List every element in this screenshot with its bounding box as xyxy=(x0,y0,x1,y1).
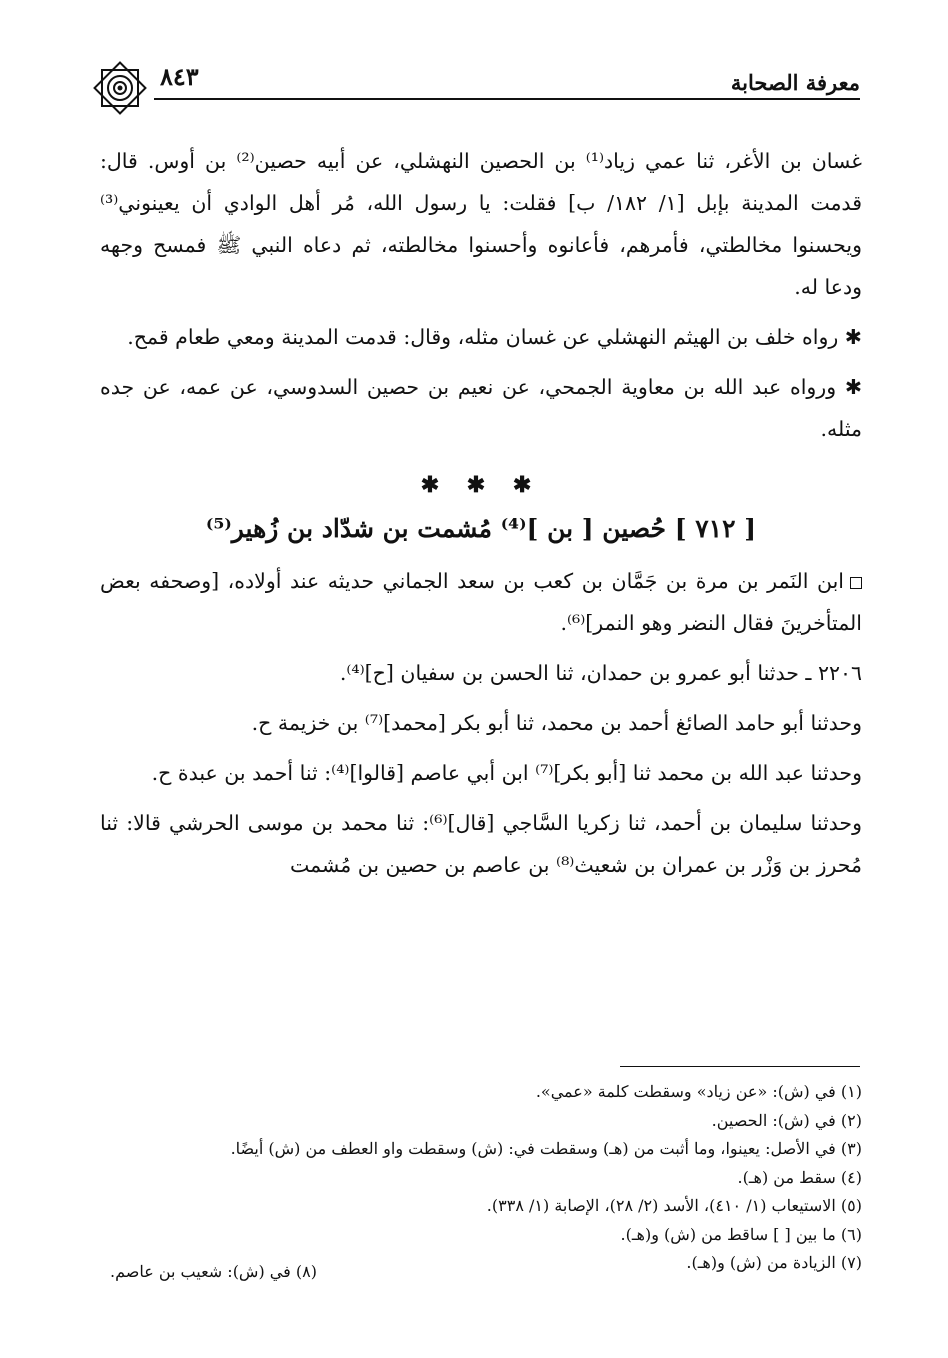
header-rule xyxy=(154,98,860,100)
square-marker-icon xyxy=(850,577,862,589)
paragraph: ✱ ورواه عبد الله بن معاوية الجمحي، عن نعيم بن حصين السدوسي، عن عمه، عن جده مثله. xyxy=(100,375,862,441)
footnote: (٨) في (ش): شعيب بن عاصم. xyxy=(110,1262,317,1281)
ornament-icon xyxy=(90,58,150,118)
hadith-chain: ٢٢٠٦ ـ حدثنا أبو عمرو بن حمدان، ثنا الحسن بن سفيان [ح]⁽⁴⁾. xyxy=(339,661,862,685)
footnote-separator xyxy=(620,1066,860,1067)
paragraph: ✱ رواه خلف بن الهيثم النهشلي عن غسان مثله، وقال: قدمت المدينة ومعي طعام قمح. xyxy=(127,325,862,349)
footnotes xyxy=(100,1078,862,1278)
section-heading: [ ٧١٢ ] حُصين [ بن ]⁽⁴⁾ مُشمت بن شدّاد بن زُهير⁽⁵⁾ xyxy=(205,514,757,543)
hadith-chain: وحدثنا سليمان بن أحمد، ثنا زكريا السَّاجي [قال]⁽⁶⁾: ثنا محمد بن موسى الحرشي قالا: ثنا مُحرز بن وَزْر بن عمران بن شعيث⁽⁸⁾ بن عاصم بن حصين بن مُشمت xyxy=(100,811,863,877)
hadith-chain: وحدثنا أبو حامد الصائغ أحمد بن محمد، ثنا أبو بكر [محمد]⁽⁷⁾ بن خزيمة ح. xyxy=(251,711,862,735)
page-number: ٨٤٣ xyxy=(160,62,199,91)
footnote: (٢) في (ش): الحصين. xyxy=(711,1110,862,1130)
page-header xyxy=(90,58,860,116)
footnote: (٤) سقط من (هـ). xyxy=(737,1167,862,1187)
entry-text: ابن النَمر بن مرة بن جَمَّان بن كعب بن سعد الجماني حديثه عند أولاده، [وصحفه بعض المتأخرينَ فقال النضر وهو النمر]⁽⁶⁾. xyxy=(100,569,862,635)
paragraph: غسان بن الأغر، ثنا عمي زياد⁽¹⁾ بن الحصين النهشلي، عن أبيه حصين⁽²⁾ بن أوس. قال: قدمت المدينة بإبل [١/ ١٨٢/ ب] فقلت: يا رسول الله، مُر أهل الوادي أن يعينوني⁽³⁾ ويحسنوا مخالطتي، فأمرهم، فأعانوه وأحسنوا مخالطته، ثم دعاه النبي ﷺ فمسح وجهه ودعا له. xyxy=(100,149,862,299)
footnote: (٦) ما بين [ ] ساقط من (ش) و(هـ). xyxy=(620,1224,862,1244)
footnote: (٥) الاستيعاب (١/ ٤١٠)، الأسد (٢/ ٢٨)، الإصابة (١/ ٣٣٨). xyxy=(486,1196,862,1215)
running-title: معرفة الصحابة xyxy=(730,70,860,95)
footnote: (١) في (ش): «عن زياد» وسقطت كلمة «عمي». xyxy=(535,1082,862,1101)
section-separator: ✱ ✱ ✱ xyxy=(420,472,542,498)
hadith-chain: وحدثنا عبد الله بن محمد ثنا [أبو بكر]⁽⁷⁾ ابن أبي عاصم [قالوا]⁽⁴⁾: ثنا أحمد بن عبدة ح. xyxy=(151,761,862,785)
footnote: (٣) في الأصل: يعينوا، وما أثبت من (هـ) وسقطت في: (ش) وسقطت واو العطف من (ش) أيضًا. xyxy=(230,1139,862,1158)
paragraph xyxy=(100,560,862,644)
main-text xyxy=(100,140,862,894)
footnote: (٧) الزيادة من (ش) و(هـ). xyxy=(686,1253,862,1272)
